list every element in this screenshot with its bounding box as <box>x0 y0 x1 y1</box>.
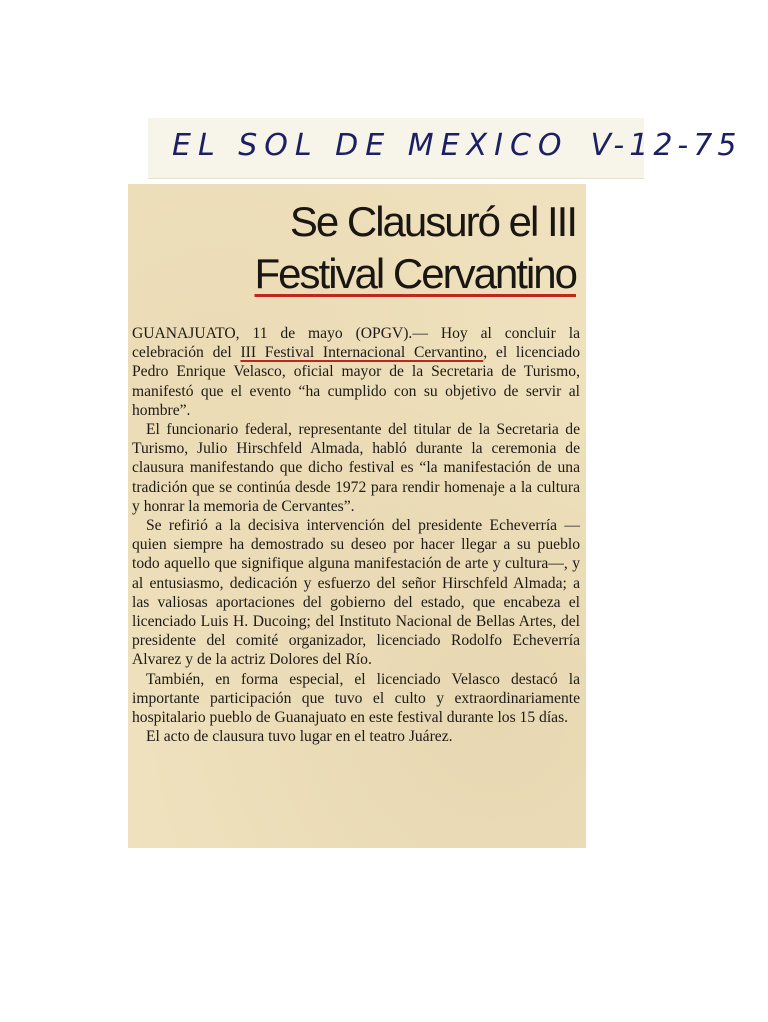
paragraph-1-rest: , el licenciado Pedro Enrique Velasco, oficial mayor de la Secretaria de Turismo, manifestó que el evento “ha cumplido con su objetivo de servir al hombre”. <box>132 344 580 419</box>
clipping-date: V-12-75 <box>590 128 742 163</box>
newspaper-clipping <box>128 184 586 848</box>
headline-line-2-text: Festival Cervantino <box>254 250 576 297</box>
paragraph-1 <box>132 324 580 420</box>
paragraph-1-lead: GUANAJUATO, 11 de mayo (OPGV).— Hoy al concluir la celebración del <box>132 325 580 362</box>
headline-line-1 <box>156 196 576 248</box>
handwritten-label-strip <box>148 118 742 179</box>
paragraph-3: Se refirió a la decisiva intervención del presidente Echeverría —quien siempre ha demostrado su deseo por hacer llegar a su pueblo todo aquello que signifique alguna manifestación de arte y cultura—, y al entusiasmo, dedicación y esfuerzo del señor Hirschfeld Almada; a las valiosas aportaciones del gobierno del estado, que encabeza el licenciado Luis H. Ducoing; del Instituto Nacional de Bellas Artes, del presidente del comité organizador, licenciado Rodolfo Echeverría Alvarez y de la actriz Dolores del Río. <box>132 517 580 669</box>
headline-line-1-text: Se Clausuró el III <box>289 198 576 245</box>
article-body <box>132 324 580 746</box>
paragraph-4: También, en forma especial, el licenciado Velasco destacó la importante participación que tuvo el culto y extraordinariamente hospitalario pueblo de Guanajuato en este festival durante los 15 días. <box>132 670 580 727</box>
paragraph-5: El acto de clausura tuvo lugar en el teatro Juárez. <box>146 728 453 746</box>
paragraph-2: El funcionario federal, representante del titular de la Secretaria de Turismo, Julio Hirschfeld Almada, habló durante la ceremonia de clausura manifestando que dicho festival es “la manifestación de una tradición que se continúa desde 1972 para rendir homenaje a la cultura y honrar la memoria de Cervantes”. <box>132 421 580 515</box>
newspaper-name: EL SOL DE MEXICO <box>172 128 569 163</box>
handwritten-annotation <box>172 128 741 163</box>
festival-name-underlined: III Festival Internacional Cervantino <box>240 344 484 362</box>
headline-line-2 <box>156 248 576 300</box>
article-headline <box>156 196 576 300</box>
